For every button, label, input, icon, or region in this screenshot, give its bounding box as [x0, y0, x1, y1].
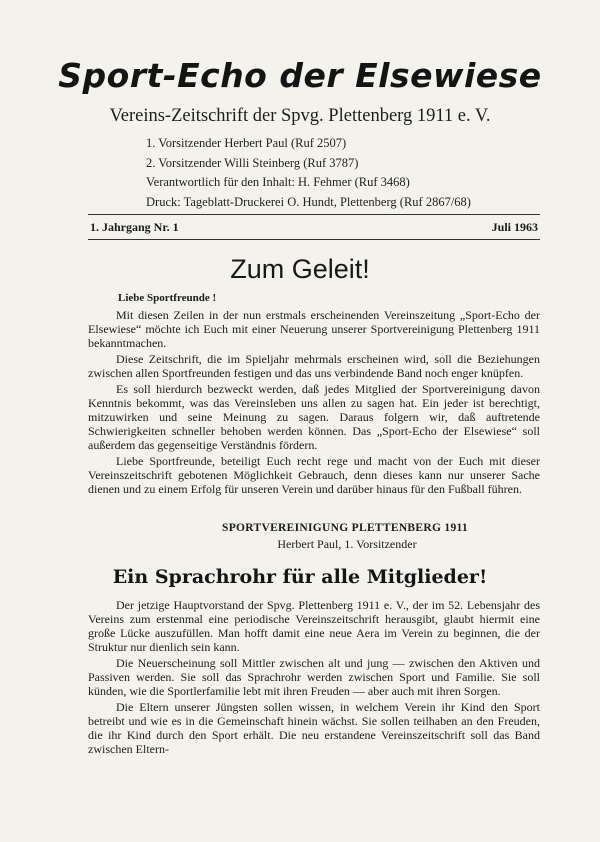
issue-date: Juli 1963: [491, 220, 538, 234]
signature-organization: SPORTVEREINIGUNG PLETTENBERG 1911: [222, 522, 468, 534]
issue-volume: 1. Jahrgang Nr. 1: [90, 220, 179, 234]
article-body-sprachrohr: [88, 598, 540, 758]
article-paragraph: Die Eltern unserer Jüngsten sollen wissen, in welchem Verein ihr Kind den Sport betreibt und wie es in die Gemeinschaft hinein wächst. Sie sollen teilhaben an den Freuden, die ihr Kind durch den Sport erhält. Die neu erstandene Vereinszeitschrift soll das Band zwischen Eltern-: [88, 700, 540, 756]
article-body-geleit: [88, 308, 540, 498]
officer-line: 2. Vorsitzender Willi Steinberg (Ruf 3787): [146, 155, 359, 170]
officer-line: 1. Vorsitzender Herbert Paul (Ruf 2507): [146, 136, 347, 150]
article-salutation: Liebe Sportfreunde !: [118, 292, 217, 304]
article-paragraph: Diese Zeitschrift, die im Spieljahr mehrmals erscheinen wird, soll die Beziehungen zwischen allen Sportfreunden festigen und das uns verbindende Band noch enger knüpfen.: [88, 352, 540, 380]
article-paragraph: Es soll hierdurch bezweckt werden, daß jedes Mitglied der Sportvereinigung davon Kenntnis bekommt, was das Vereinsleben uns allen zu sagen hat. Ein jeder ist berechtigt, mitzuwirken und seine Meinung zu sagen. Daraus folgern wir, daß auftretende Schwierigkeiten schneller behoben werden können. Das „Sport-Echo der Elsewiese“ soll außerdem das gegenseitige Verständnis fördern.: [88, 382, 540, 452]
signature-block: [0, 522, 600, 552]
article-headline-geleit: Zum Geleit!: [230, 254, 370, 284]
article-paragraph: Die Neuerscheinung soll Mittler zwischen alt und jung — zwischen den Aktiven und Passiven werden. Sie soll das Sprachrohr werden zwischen Sport und Familie. Sie soll künden, wie die Sportlerfamilie lebt mit ihren Freuden — aber auch mit ihren Sorgen.: [88, 656, 540, 698]
officer-line: Verantwortlich für den Inhalt: H. Fehmer (Ruf 3468): [146, 175, 410, 189]
article-headline-sprachrohr: Ein Sprachrohr für alle Mitglieder!: [112, 566, 488, 588]
article-paragraph: Der jetzige Hauptvorstand der Spvg. Plettenberg 1911 e. V., der im 52. Lebensjahr des Vereins zum erstenmal eine periodische Vereinszeitschrift herausgibt, glaubt hiermit eine große Lücke auszufüllen. Man hofft damit eine neue Aera im Verein zu beginnen, die der Struktur nur dienlich sein kann.: [88, 598, 540, 654]
article-paragraph: Mit diesen Zeilen in der nun erstmals erscheinenden Vereinszeitung „Sport-Echo der Elsewiese“ möchte ich Euch mit einer Neuerung unserer Sportvereinigung Plettenberg 1911 bekanntmachen.: [88, 308, 540, 350]
masthead-title: Sport-Echo der Elsewiese: [58, 56, 542, 95]
issue-bar: [88, 214, 540, 240]
signature-name: Herbert Paul, 1. Vorsitzender: [277, 537, 417, 551]
officers-list: [146, 134, 546, 212]
article-paragraph: Liebe Sportfreunde, beteiligt Euch recht rege und macht von der Euch mit dieser Vereinszeitschrift gebotenen Möglichkeit Gebrauch, denn dieses kann nur unserer Sache dienen und zu einem Erfolg für unseren Verein und darüber hinaus für den Fußball führen.: [88, 454, 540, 496]
masthead-subtitle: Vereins-Zeitschrift der Spvg. Plettenberg 1911 e. V.: [109, 106, 491, 126]
officer-line: Druck: Tageblatt-Druckerei O. Hundt, Plettenberg (Ruf 2867/68): [146, 194, 471, 209]
